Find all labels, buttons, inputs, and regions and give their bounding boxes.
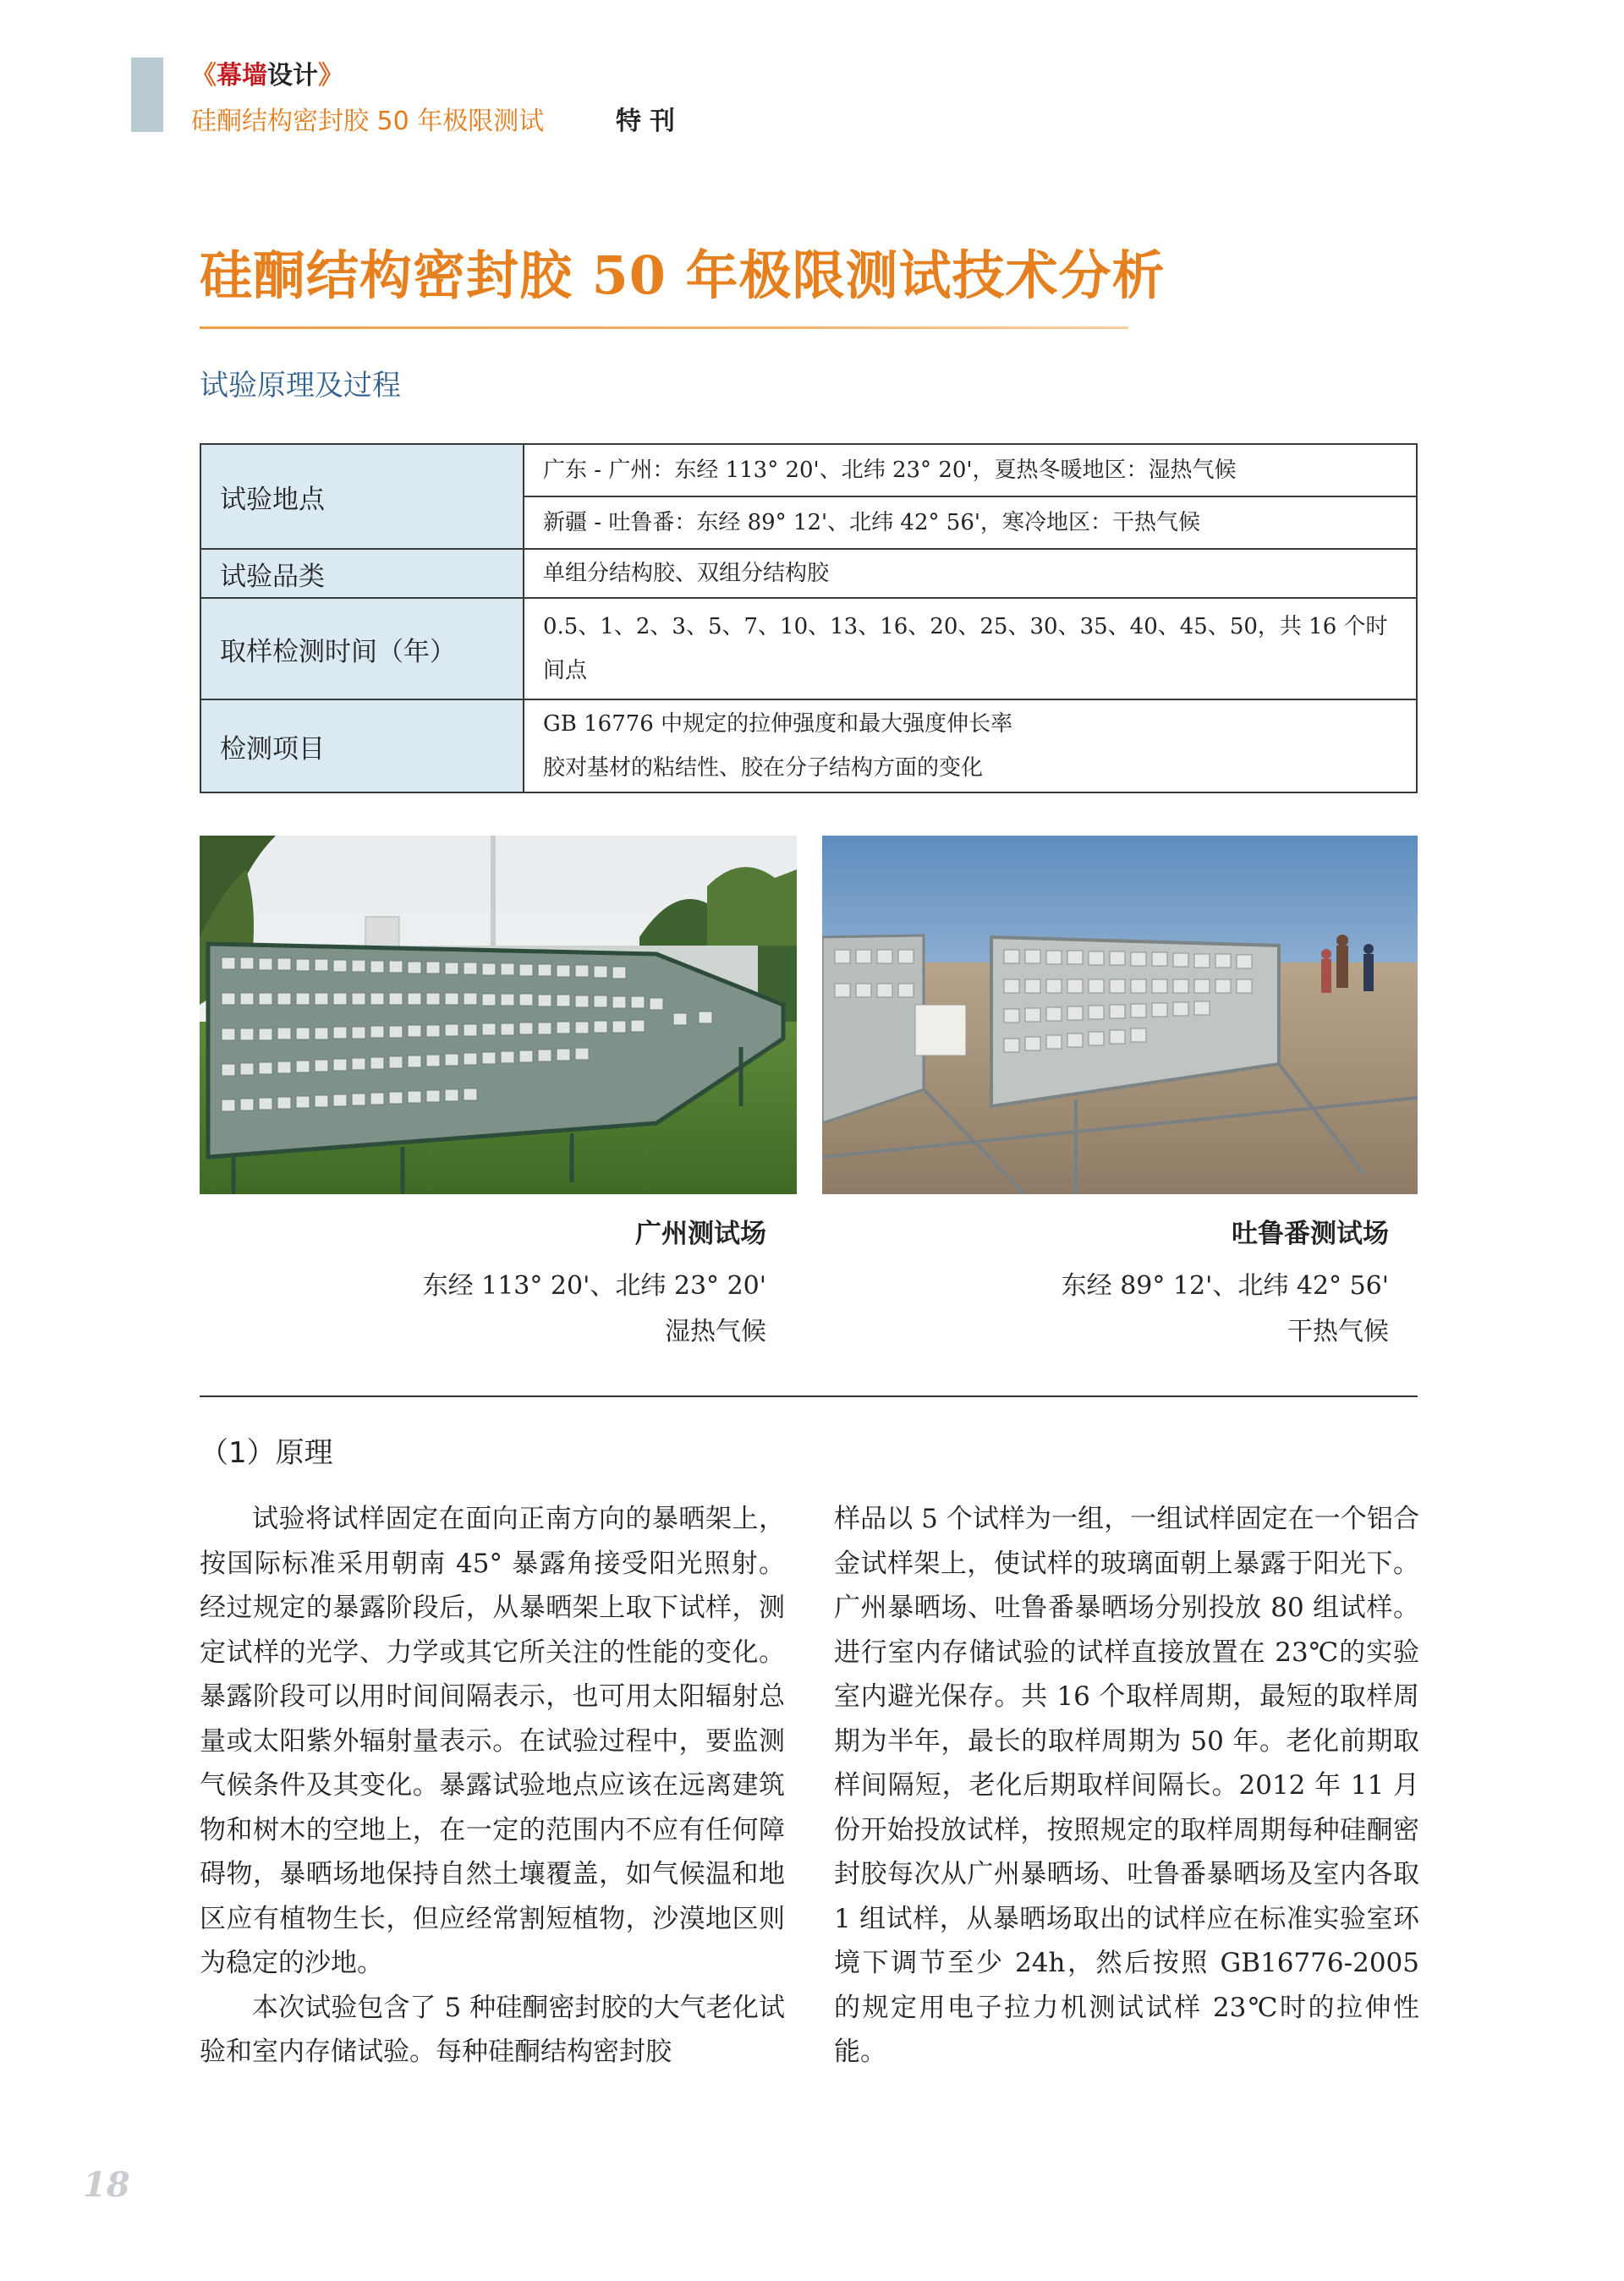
photo-caption-line: 东经 113° 20'、北纬 23° 20' [422, 1271, 766, 1301]
table-cell: 新疆 - 吐鲁番：东经 89° 12'、北纬 42° 56'，寒冷地区：干热气候 [524, 496, 1417, 549]
table-cell: 广东 - 广州：东经 113° 20'、北纬 23° 20'，夏热冬暖地区：湿热气候 [524, 444, 1417, 496]
subsection-heading: （1）原理 [200, 1436, 333, 1470]
table-cell: 0.5、1、2、3、5、7、10、13、16、20、25、30、35、40、45、50，共 16 个时间点 [524, 598, 1417, 699]
table-row [200, 444, 1417, 496]
guangzhou-photo-illustration [200, 836, 797, 1194]
magazine-name-black: 设计 [267, 61, 318, 90]
magazine-name [191, 54, 343, 91]
issue-subtitle: 硅酮结构密封胶 50 年极限测试 [191, 107, 545, 136]
table-cell-line: 胶对基材的粘结性、胶在分子结构方面的变化 [543, 755, 984, 781]
table-label: 试验品类 [200, 549, 524, 598]
table-row [200, 699, 1417, 792]
table-cell-line: GB 16776 中规定的拉伸强度和最大强度伸长率 [543, 711, 1013, 737]
table-cell: 单组分结构胶、双组分结构胶 [524, 549, 1417, 598]
table-label: 试验地点 [200, 444, 524, 549]
table-row [200, 549, 1417, 598]
turpan-test-site-photo [822, 836, 1418, 1194]
body-paragraph: 试验将试样固定在面向正南方向的暴晒架上，按国际标准采用朝南 45° 暴露角接受阳光照射。经过规定的暴露阶段后，从暴晒架上取下试样，测定试样的光学、力学或其它所关注的性能的变化。暴露阶段可以用时间间隔表示，也可用太阳辐射总量或太阳紫外辐射量表示。在试验过程中，要监测气候条件及其变化。暴露试验地点应该在远离建筑物和树木的空地上，在一定的范围内不应有任何障碍物，暴晒场地保持自然土壤覆盖，如气候温和地区应有植物生长，但应经常割短植物，沙漠地区则为稳定的沙地。 [200, 1504, 785, 1978]
photo-caption-title: 广州测试场 [635, 1219, 766, 1249]
photo-caption-line: 干热气候 [1287, 1317, 1389, 1346]
title-divider [200, 326, 1128, 329]
turpan-photo-illustration [822, 836, 1418, 1194]
photo-caption-line: 东经 89° 12'、北纬 42° 56' [1061, 1271, 1389, 1301]
bracket-close: 》 [318, 61, 343, 90]
special-issue-label: 特刊 [616, 107, 683, 136]
photo-caption-line: 湿热气候 [665, 1317, 766, 1346]
section-divider [200, 1395, 1418, 1397]
magazine-name-red: 幕墙 [217, 61, 267, 90]
body-paragraph: 本次试验包含了 5 种硅酮密封胶的大气老化试验和室内存储试验。每种硅酮结构密封胶 [200, 1992, 785, 2067]
body-column-left [200, 1497, 785, 2075]
page-number: 18 [83, 2165, 130, 2205]
table-cell [524, 699, 1417, 792]
body-column-right [834, 1497, 1419, 2075]
article-title: 硅酮结构密封胶 50 年极限测试技术分析 [200, 244, 1166, 306]
photo-caption-title: 吐鲁番测试场 [1232, 1219, 1389, 1249]
header-accent-bar [131, 58, 163, 132]
body-paragraph: 样品以 5 个试样为一组，一组试样固定在一个铝合金试样架上，使试样的玻璃面朝上暴露于阳光下。广州暴晒场、吐鲁番暴晒场分别投放 80 组试样。进行室内存储试验的试样直接放置在 23℃的实验室内避光保存。共 16 个取样周期，最短的取样周期为半年，最长的取样周期为 50 年。老化前期取样间隔短，老化后期取样间隔长。2012 年 11 月份开始投放试样，按照规定的取样周期每种硅酮密封胶每次从广州暴晒场、吐鲁番暴晒场及室内各取 1 组试样，从暴晒场取出的试样应在标准实验室环境下调节至少 24h，然后按照 GB16776-2005 的规定用电子拉力机测试试样 23℃时的拉伸性能。 [834, 1504, 1419, 2067]
table-label: 取样检测时间（年） [200, 598, 524, 699]
bracket-open: 《 [191, 61, 217, 90]
guangzhou-test-site-photo [200, 836, 797, 1194]
table-row [200, 598, 1417, 699]
section-heading: 试验原理及过程 [200, 369, 401, 403]
table-label: 检测项目 [200, 699, 524, 792]
test-spec-table [200, 443, 1418, 793]
